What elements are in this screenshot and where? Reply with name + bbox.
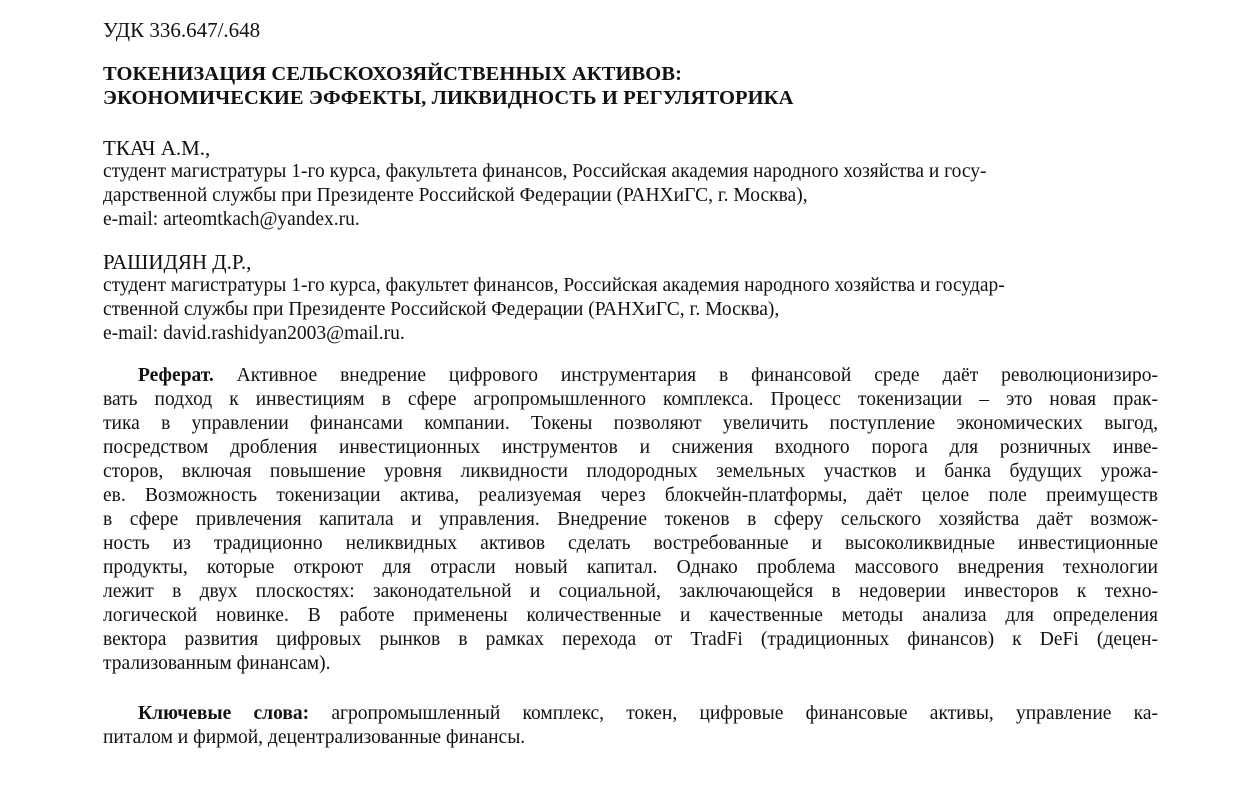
author-email: e-mail: david.rashidyan2003@mail.ru. — [103, 323, 405, 344]
abstract-line: тика в управлении финансами компании. Токены позволяют увеличить поступление экономических выгод, — [103, 413, 1158, 434]
abstract-line: сторов, включая повышение уровня ликвидности плодородных земельных участков и банка будущих урожа- — [103, 461, 1158, 482]
article-title — [103, 62, 1158, 110]
udk-code: УДК 336.647/.648 — [103, 18, 261, 42]
author-affiliation-line: студент магистратуры 1-го курса, факультета финансов, Российская академия народного хозяйства и госу- — [103, 161, 987, 182]
author-affiliation-line: ственной службы при Президенте Российской Федерации (РАНХиГС, г. Москва), — [103, 299, 780, 320]
abstract-last-line: трализованным финансам). — [103, 653, 331, 674]
abstract-line: ев. Возможность токенизации актива, реализуемая через блокчейн-платформы, даёт целое поле преимуществ — [103, 485, 1158, 506]
abstract-line: посредством дробления инвестиционных инструментов и снижения входного порога для розничных инве- — [103, 437, 1158, 458]
abstract — [103, 364, 1158, 676]
author-1 — [103, 136, 1158, 232]
abstract-line: вектора развития цифровых рынков в рамках перехода от TradFi (традиционных финансов) к DeFi (децен- — [103, 629, 1158, 650]
author-affiliation-line: дарственной службы при Президенте Российской Федерации (РАНХиГС, г. Москва), — [103, 185, 808, 206]
keywords-line — [103, 702, 1158, 726]
abstract-line: ность из традиционно неликвидных активов сделать востребованные и высоколиквидные инвестиционные — [103, 533, 1158, 554]
abstract-line — [103, 364, 1158, 388]
author-2 — [103, 250, 1158, 346]
abstract-label: Реферат. — [138, 365, 214, 386]
article-page — [103, 18, 1158, 750]
abstract-first-line: Активное внедрение цифрового инструментария в финансовой среде даёт революционизиро- — [213, 365, 1158, 386]
abstract-line: логической новинке. В работе применены количественные и качественные методы анализа для определения — [103, 605, 1158, 626]
keywords — [103, 702, 1158, 750]
keywords-label: Ключевые слова: — [138, 703, 310, 724]
author-name: РАШИДЯН Д.Р., — [103, 250, 252, 274]
author-affiliation-line: студент магистратуры 1-го курса, факультет финансов, Российская академия народного хозяйства и государ- — [103, 275, 1005, 296]
author-email: e-mail: arteomtkach@yandex.ru. — [103, 209, 360, 230]
abstract-line: вать подход к инвестициям в сфере агропромышленного комплекса. Процесс токенизации – это новая прак- — [103, 389, 1158, 410]
abstract-line: в сфере привлечения капитала и управления. Внедрение токенов в сферу сельского хозяйства даёт возмож- — [103, 509, 1158, 530]
keywords-last-line: питалом и фирмой, децентрализованные финансы. — [103, 727, 526, 748]
title-line-1: ТОКЕНИЗАЦИЯ СЕЛЬСКОХОЗЯЙСТВЕННЫХ АКТИВОВ: — [103, 63, 683, 85]
keywords-first-line: агропромышленный комплекс, токен, цифровые финансовые активы, управление ка- — [309, 703, 1158, 724]
title-line-2: ЭКОНОМИЧЕСКИЕ ЭФФЕКТЫ, ЛИКВИДНОСТЬ И РЕГУЛЯТОРИКА — [103, 87, 794, 109]
abstract-line: продукты, которые откроют для отрасли новый капитал. Однако проблема массового внедрения технологии — [103, 557, 1158, 578]
abstract-line: лежит в двух плоскостях: законодательной и социальной, заключающейся в недоверии инвесторов к техно- — [103, 581, 1158, 602]
author-name: ТКАЧ А.М., — [103, 136, 211, 160]
